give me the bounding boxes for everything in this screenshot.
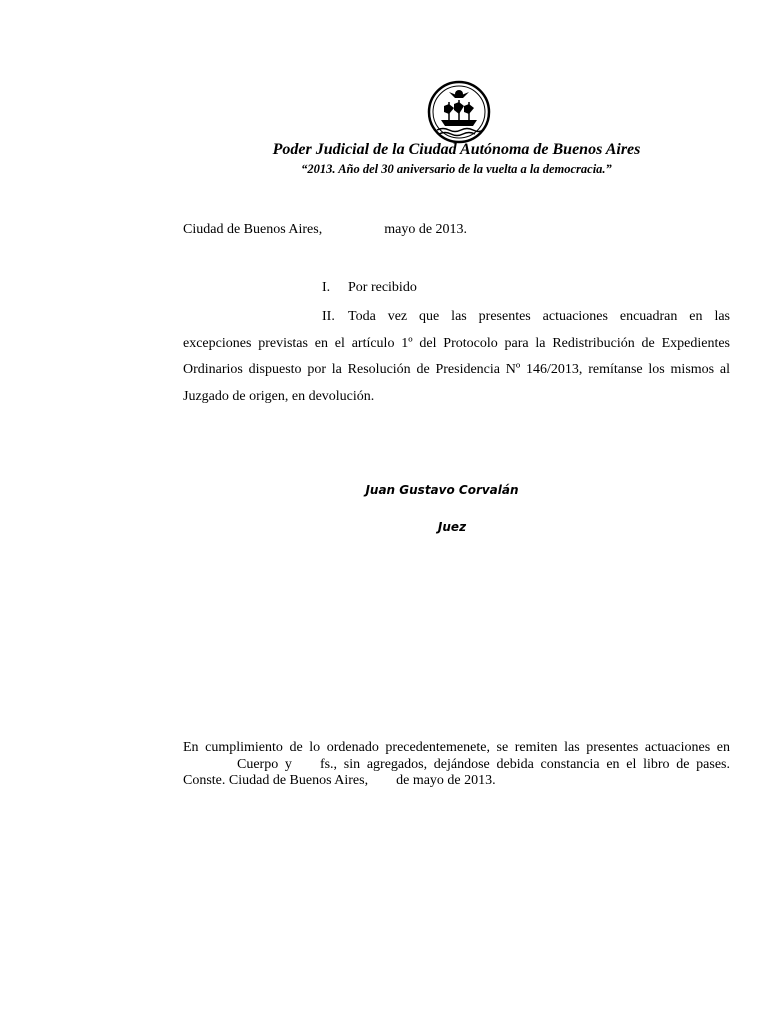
buenos-aires-city-seal-icon [427, 80, 491, 144]
dateline-date: mayo de 2013. [384, 222, 468, 237]
signer-role: Juez [437, 520, 467, 534]
closing-part-1: En cumplimiento de lo ordenado precedentemenete, se remiten las presentes actuaciones en [183, 740, 730, 755]
item-text: Por recibido [348, 280, 417, 295]
resolution-item-2 [183, 304, 730, 410]
item-number: II. [322, 309, 335, 324]
item-number: I. [322, 280, 331, 295]
dateline [183, 222, 467, 238]
closing-note [183, 740, 730, 790]
resolution-item-1 [322, 280, 417, 296]
year-motto: “2013. Año del 30 aniversario de la vuelta a la democracia.” [301, 162, 612, 176]
closing-part-4: de mayo de 2013. [396, 773, 496, 788]
signer-name: Juan Gustavo Corvalán [365, 483, 519, 497]
dateline-place: Ciudad de Buenos Aires, [183, 222, 323, 237]
court-title: Poder Judicial de la Ciudad Autónoma de Buenos Aires [272, 141, 641, 158]
closing-part-3: fs., sin agregados, dejándose debida constancia en el libro de pases. Conste. Ciudad de Buenos Aires, [183, 756, 730, 788]
item-text: Toda vez que las presentes actuaciones encuadran en las excepciones previstas en el artículo 1º del Protocolo para la Redistribución de Expedientes Ordinarios dispuesto por la Resolución de Presidencia Nº 146/2013, remítanse los mismos al Juzgado de origen, en devolución. [183, 309, 730, 404]
closing-part-2: Cuerpo y [237, 756, 292, 772]
